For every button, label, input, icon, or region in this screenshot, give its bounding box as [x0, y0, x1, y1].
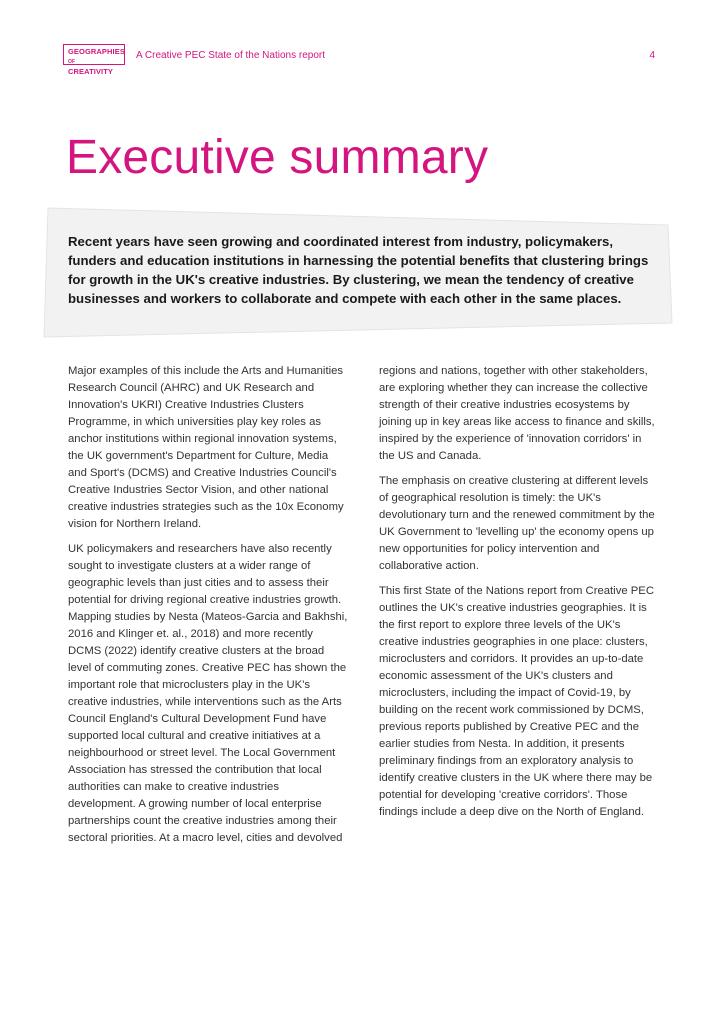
intro-paragraph: Recent years have seen growing and coordinated interest from industry, policymakers, funders and education institutions in harnessing the potential benefits that clustering brings for growth in the UK's creative industries. By clustering, we mean the tendency of creative businesses and workers to collaborate and compete with each other in the same places.	[68, 234, 649, 306]
left-paragraph-2: UK policymakers and researchers have also recently sought to investigate clusters at a wider range of geographic levels than just cities and to assess their potential for driving regional creative industries growth. Mapping studies by Nesta (Mateos-Garcia and Bakhshi, 2016 and Klinger et. al., 2018) and more recently DCMS (2022) identify creative clusters at the broad level of commuting zones. Creative PEC has shown the important role that microclusters play in the UK's creative industries, while interventions such as the Arts Council England's Cultural Development Fund have supported local cultural and creative initiatives at a neighbourhood or street level. The Local Government Association has stressed the contribution that local authorities can make to creative industries development. A growing number of local enterprise partnerships count the creative industries among their sectoral priorities. At a macro level, cities and devolved	[68, 543, 348, 844]
page-number: 4	[649, 50, 655, 61]
logo-line-2-text: CREATIVITY	[68, 67, 114, 76]
right-paragraph-1: regions and nations, together with other stakeholders, are exploring whether they can increase the collective strength of their creative industries ecosystems by joining up in key areas like access to finance and skills, inspired by the experience of 'innovation corridors' in the US and Canada.	[379, 365, 655, 462]
right-paragraph-3: This first State of the Nations report from Creative PEC outlines the UK's creative industries geographies. It is the first report to explore three levels of the UK's creative industries geographies in one place: clusters, microclusters and corridors. It provides an up-to-date economic assessment of the UK's clusters and microclusters, including the impact of Covid-19, by building on the recent work commissioned by DCMS, previous reports published by Creative PEC and the earlier studies from Nesta. In addition, it presents preliminary findings from an exploratory analysis to identify creative clusters in the UK where there may be potential for developing 'creative corridors'. Those findings include a deep dive on the North of England.	[379, 585, 654, 818]
geographies-of-creativity-logo	[63, 44, 125, 76]
right-paragraph-2: The emphasis on creative clustering at different levels of geographical resolution is timely: the UK's devolutionary turn and the renewed commitment by the UK Government to 'levelling up' the economy opens up new opportunities for policy intervention and collaborative action.	[379, 475, 655, 572]
logo-line-1: GEOGRAPHIES	[68, 47, 125, 56]
right-column	[379, 363, 659, 829]
left-paragraph-1: Major examples of this include the Arts and Humanities Research Council (AHRC) and UK Research and Innovation's UKRI) Creative Industries Clusters Programme, in which universities play key roles as anchor institutions within regional innovation systems, the UK government's Department for Culture, Media and Sport's (DCMS) and Creative Industries Council's Creative Industries Sector Vision, and other national creative industries strategies such as the 10x Economy vision for Northern Ireland.	[68, 365, 344, 530]
page-title: Executive summary	[66, 131, 489, 184]
left-column	[68, 363, 348, 855]
logo-line-2	[68, 56, 120, 76]
page-header	[63, 44, 663, 76]
logo-of: OF	[68, 59, 76, 65]
report-title: A Creative PEC State of the Nations report	[136, 50, 325, 61]
